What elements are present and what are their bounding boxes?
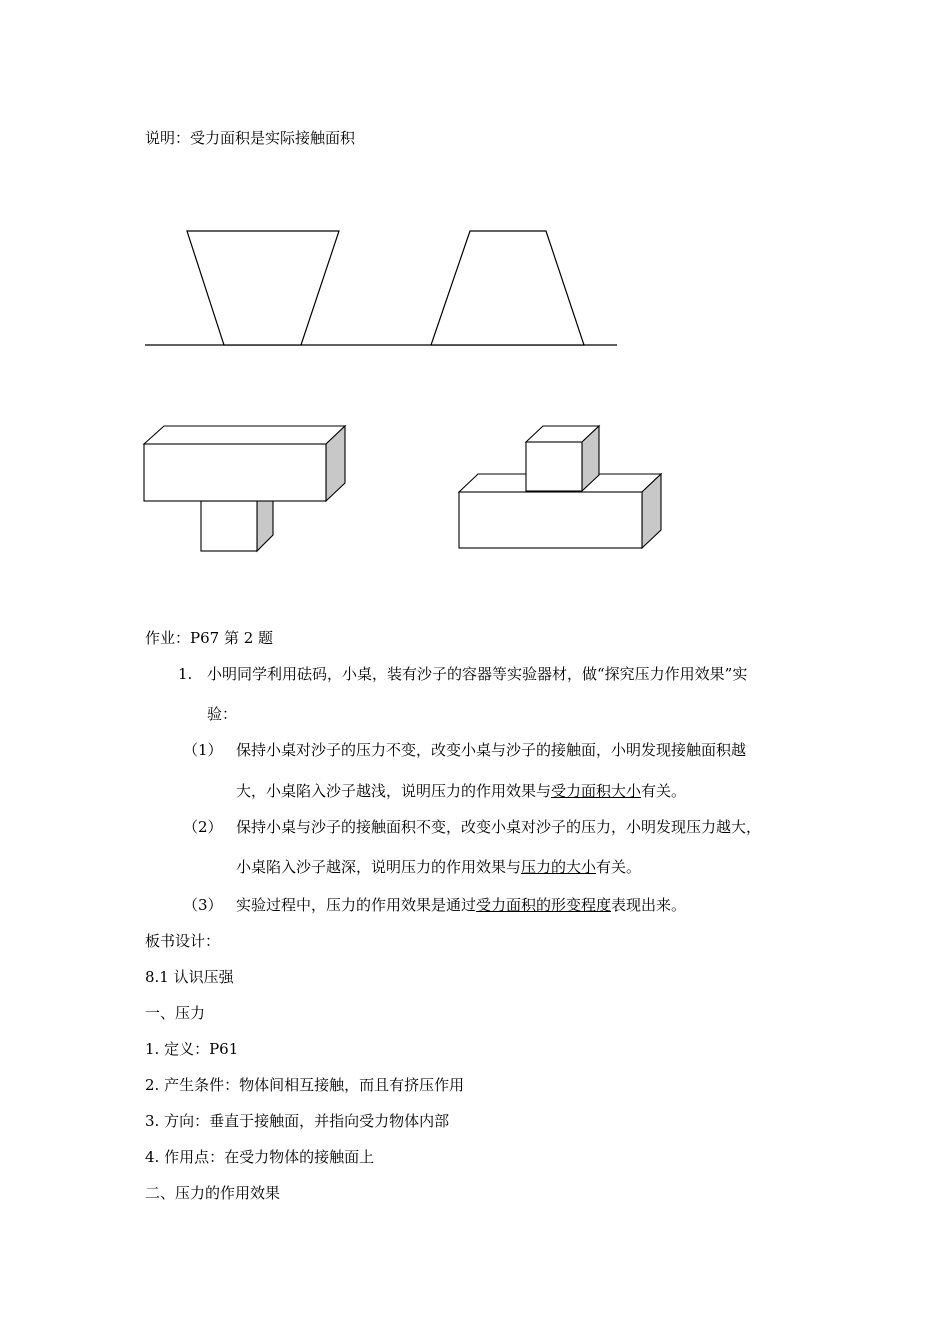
board-item: 3. 方向：垂直于接触面，并指向受力物体内部 — [145, 1112, 450, 1130]
trapezoid-figure — [0, 0, 950, 600]
sub3-number: （3） — [183, 896, 223, 914]
wide-block-top — [144, 426, 345, 444]
sub3-line1: 实验过程中，压力的作用效果是通过受力面积的形变程度表现出来。 — [236, 896, 687, 914]
small-cube-front — [201, 501, 257, 551]
sub2-number: （2） — [183, 818, 223, 836]
sub1-line2: 大，小桌陷入沙子越浅，说明压力的作用效果与受力面积大小有关。 — [236, 782, 687, 800]
board-title: 板书设计： — [145, 932, 221, 950]
note-text: 说明：受力面积是实际接触面积 — [145, 129, 356, 147]
question-text-line1: 小明同学利用砝码，小桌，装有沙子的容器等实验器材，做“探究压力作用效果”实 — [207, 665, 748, 683]
sub2-answer: 压力的大小 — [521, 858, 597, 876]
sub2-line1: 保持小桌与沙子的接触面积不变，改变小桌对沙子的压力，小明发现压力越大， — [236, 818, 762, 836]
sub1-answer: 受力面积大小 — [551, 782, 642, 800]
sub2-line2: 小桌陷入沙子越深，说明压力的作用效果与压力的大小有关。 — [236, 858, 642, 876]
question-number: 1. — [178, 665, 193, 683]
wide-block-front — [144, 444, 326, 501]
board-item: 4. 作用点：在受力物体的接触面上 — [145, 1148, 375, 1166]
inverted-trapezoid — [187, 231, 339, 345]
section-title: 8.1 认识压强 — [145, 968, 234, 986]
top-cube-front — [526, 442, 582, 491]
heading-pressure: 一、压力 — [145, 1004, 206, 1022]
cube-on-block-figure — [459, 426, 661, 548]
block-on-cube-figure — [144, 426, 345, 551]
base-block-front — [459, 492, 642, 548]
heading-pressure-effect: 二、压力的作用效果 — [145, 1184, 281, 1202]
question-text-line2: 验： — [207, 705, 238, 723]
sub1-number: （1） — [183, 741, 223, 759]
upright-trapezoid — [431, 231, 584, 345]
sub1-line1: 保持小桌对沙子的压力不变，改变小桌与沙子的接触面，小明发现接触面积越 — [236, 741, 747, 759]
homework-heading: 作业：P67 第 2 题 — [145, 629, 274, 647]
board-item: 1. 定义：P61 — [145, 1040, 239, 1058]
board-item: 2. 产生条件：物体间相互接触，而且有挤压作用 — [145, 1076, 465, 1094]
sub3-answer: 受力面积的形变程度 — [476, 896, 612, 914]
